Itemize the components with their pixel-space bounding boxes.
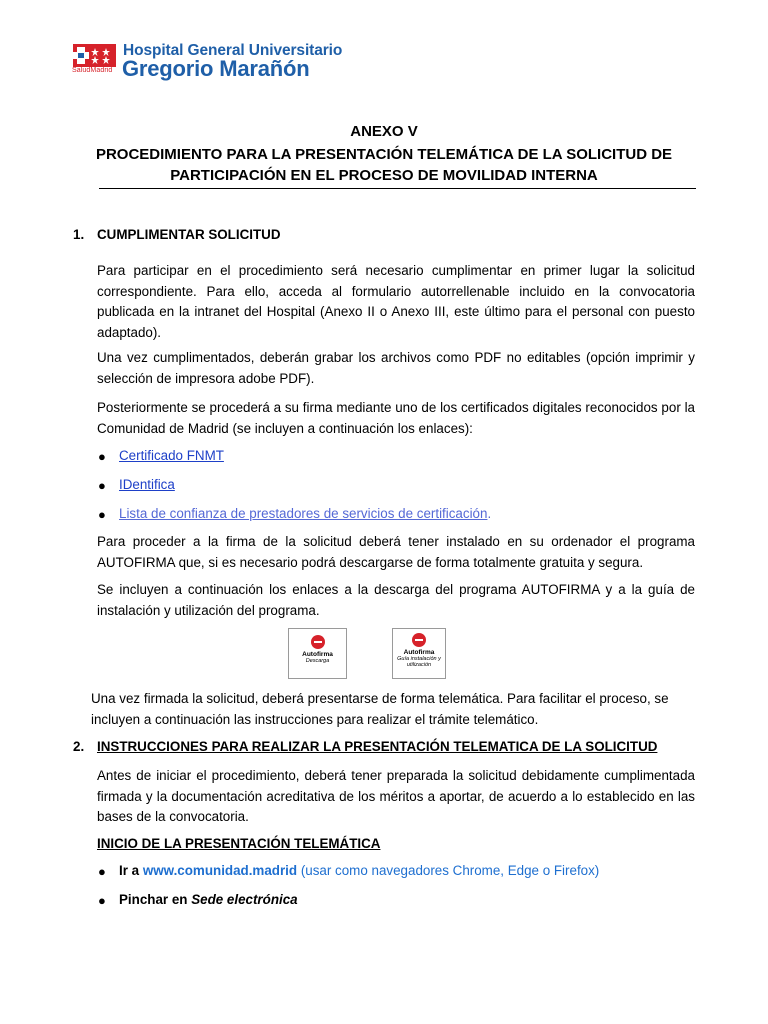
link-suffix: . bbox=[487, 506, 492, 521]
step2-italic: Sede electrónica bbox=[191, 892, 298, 907]
document-title-line2: PROCEDIMIENTO PARA LA PRESENTACIÓN TELEMÁTICA DE LA SOLICITUD DE bbox=[95, 146, 673, 163]
link-identifica[interactable]: IDentifica bbox=[119, 477, 175, 492]
step-go-to-site bbox=[119, 863, 599, 878]
document-title-annex: ANEXO V bbox=[350, 123, 418, 140]
section2-number: 2. bbox=[73, 739, 85, 754]
hospital-name-line2: Gregorio Marañón bbox=[122, 56, 310, 81]
autofirma-logo-icon bbox=[311, 635, 325, 649]
section1-paragraph3: Posteriormente se procederá a su firma mediante uno de los certificados digitales reconocidos por la Comunidad de Madrid (se incluyen a continuación los enlaces): bbox=[97, 400, 695, 436]
autofirma-guide-title: Autofirma bbox=[403, 649, 435, 656]
autofirma-guide-sub: Guía instalación y utilización bbox=[397, 656, 441, 668]
bullet-dot: ● bbox=[98, 507, 106, 522]
section2-paragraph1: Antes de iniciar el procedimiento, deberá tener preparada la solicitud debidamente cumplimentada firmada y la documentación acreditativa de los méritos a aportar, de acuerdo a lo establecido en las bases de la convocatoria. bbox=[97, 768, 695, 824]
hospital-name-line1: Hospital General Universitario bbox=[123, 42, 343, 59]
section1-paragraph2: Una vez cumplimentados, deberán grabar los archivos como PDF no editables (opción imprimir y selección de impresora adobe PDF). bbox=[97, 350, 695, 386]
step-click-sede bbox=[119, 892, 298, 907]
link-lista-confianza[interactable]: Lista de confianza de prestadores de servicios de certificación bbox=[119, 506, 488, 521]
section1-number: 1. bbox=[73, 227, 85, 242]
autofirma-download-title: Autofirma bbox=[302, 651, 333, 658]
bullet-dot: ● bbox=[98, 893, 106, 908]
bullet-dot: ● bbox=[98, 449, 106, 464]
step1-prefix: Ir a bbox=[119, 863, 143, 878]
step1-suffix: (usar como navegadores Chrome, Edge o Firefox) bbox=[297, 863, 600, 878]
logo-mark bbox=[73, 44, 116, 67]
bullet-dot: ● bbox=[98, 478, 106, 493]
section2-heading: INSTRUCCIONES PARA REALIZAR LA PRESENTACIÓN TELEMATICA DE LA SOLICITUD bbox=[97, 739, 658, 754]
document-title-line3: PARTICIPACIÓN EN EL PROCESO DE MOVILIDAD INTERNA bbox=[170, 167, 598, 184]
title-divider bbox=[99, 188, 696, 189]
section1-heading: CUMPLIMENTAR SOLICITUD bbox=[97, 227, 281, 242]
section2-subheading: INICIO DE LA PRESENTACIÓN TELEMÁTICA bbox=[97, 836, 381, 851]
autofirma-download-button[interactable] bbox=[288, 628, 347, 679]
autofirma-logo-icon bbox=[412, 633, 426, 647]
section1-paragraph1: Para participar en el procedimiento será necesario cumplimentar en primer lugar la solicitud correspondiente. Para ello, acceda al formulario autorrellenable incluido en la convocatoria publicada en la intranet del Hospital (Anexo II o Anexo III, este último para el personal con puesto adaptado). bbox=[97, 263, 695, 340]
section1-paragraph6: Una vez firmada la solicitud, deberá presentarse de forma telemática. Para facilitar el proceso, se incluyen a continuación las instrucciones para realizar el trámite telemático. bbox=[91, 691, 669, 727]
section1-paragraph4: Para proceder a la firma de la solicitud deberá tener instalado en su ordenador el programa AUTOFIRMA que, si es necesario podrá descargarse de forma totalmente gratuita y segura. bbox=[97, 534, 695, 570]
autofirma-guide-button[interactable] bbox=[392, 628, 446, 679]
logo-stars-icon bbox=[73, 44, 116, 67]
link-certificado-fnmt[interactable]: Certificado FNMT bbox=[119, 448, 224, 463]
logo-subtitle: SaludMadrid bbox=[72, 67, 113, 74]
step2-prefix: Pinchar en bbox=[119, 892, 192, 907]
link-comunidad-madrid[interactable]: www.comunidad.madrid bbox=[142, 863, 298, 878]
link-trust-list-row bbox=[119, 506, 491, 521]
autofirma-download-sub: Descarga bbox=[305, 658, 330, 664]
bullet-dot: ● bbox=[98, 864, 106, 879]
section1-paragraph5: Se incluyen a continuación los enlaces a la descarga del programa AUTOFIRMA y a la guía de instalación y utilización del programa. bbox=[97, 582, 695, 618]
